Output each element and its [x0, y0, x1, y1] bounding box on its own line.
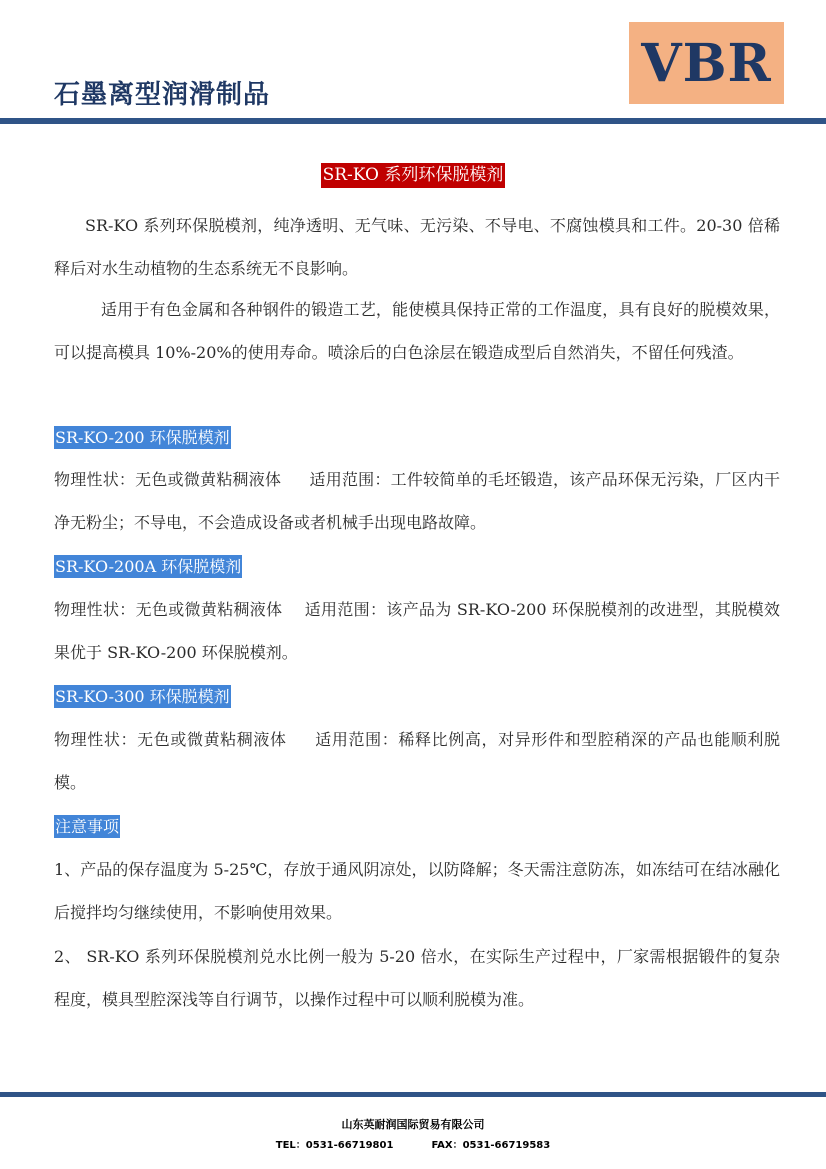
document-title: SR-KO 系列环保脱模剂 — [321, 163, 506, 188]
company-slogan-title: 石墨离型润滑制品 — [54, 80, 271, 110]
product-description-sr-ko-200a — [54, 588, 780, 674]
product-property: 物理性状：无色或微黄粘稠液体 — [54, 730, 287, 749]
brand-logo — [629, 22, 784, 104]
footer-company-name: 山东英耐润国际贸易有限公司 — [341, 1118, 485, 1131]
section-heading-sr-ko-200a: SR-KO-200A 环保脱模剂 — [55, 557, 242, 576]
footer-contact-line — [0, 1136, 826, 1151]
header-divider — [0, 118, 826, 124]
section-heading-sr-ko-300: SR-KO-300 环保脱模剂 — [55, 687, 230, 706]
product-scope: 适用范围：该产品为 SR-KO-200 环保脱模剂的改进型，其脱模效果优于 SR-KO-200 环保脱模剂。 — [54, 600, 780, 662]
intro-paragraph-2: 适用于有色金属和各种钢件的锻造工艺，能使模具保持正常的工作温度，具有良好的脱模效果，可以提高模具 10%-20%的使用寿命。喷涂后的白色涂层在锻造成型后自然消失，不留任何残渣。 — [54, 300, 780, 362]
note-item-2: 2、 SR-KO 系列环保脱模剂兑水比例一般为 5-20 倍水，在实际生产过程中，厂家需根据锻件的复杂程度，模具型腔深浅等自行调节，以操作过程中可以顺利脱模为准。 — [54, 947, 780, 1009]
product-scope: 适用范围：稀释比例高，对异形件和型腔稍深的产品也能顺利脱模。 — [54, 730, 780, 792]
footer-divider — [0, 1092, 826, 1097]
footer-tel: TEL：0531-66719801 — [275, 1140, 394, 1151]
footer-fax: FAX：0531-66719583 — [431, 1140, 551, 1151]
section-heading-sr-ko-200: SR-KO-200 环保脱模剂 — [55, 428, 230, 447]
intro-paragraph-1: SR-KO 系列环保脱模剂，纯净透明、无气味、无污染、不导电、不腐蚀模具和工件。20-30 倍稀释后对水生动植物的生态系统无不良影响。 — [54, 216, 780, 278]
product-property: 物理性状：无色或微黄粘稠液体 — [54, 470, 282, 489]
product-description-sr-ko-200 — [54, 458, 780, 544]
product-description-sr-ko-300 — [54, 718, 780, 804]
product-scope: 适用范围：工件较简单的毛坯锻造，该产品环保无污染，厂区内干净无粉尘；不导电，不会造成设备或者机械手出现电路故障。 — [54, 470, 780, 532]
note-item-1: 1、产品的保存温度为 5-25℃，存放于通风阴凉处，以防降解；冬天需注意防冻，如冻结可在结冰融化后搅拌均匀继续使用，不影响使用效果。 — [54, 860, 780, 922]
section-heading-notes: 注意事项 — [55, 817, 120, 836]
brand-logo-text: VBR — [641, 32, 772, 94]
product-property: 物理性状：无色或微黄粘稠液体 — [54, 600, 283, 619]
document-title-wrap — [0, 163, 826, 188]
